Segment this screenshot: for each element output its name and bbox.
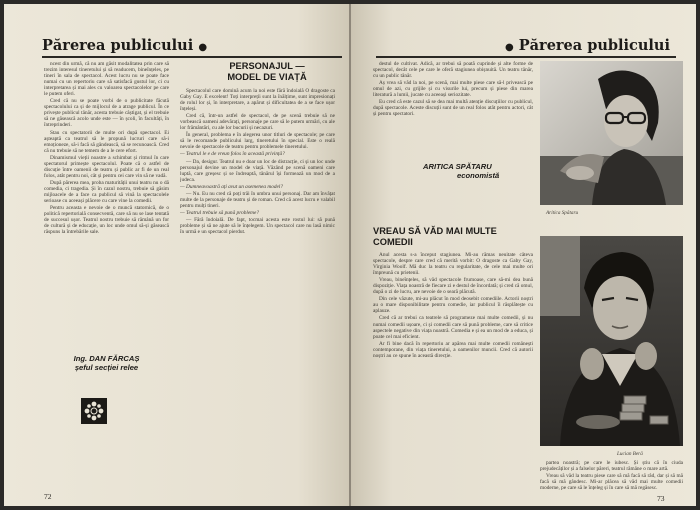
left-article-column-1 [44, 61, 169, 353]
left-page [4, 4, 349, 506]
paragraph: Din cele văzute, mi-au plăcut în mod deosebit comediile. Actorii noștri au o mare disponibilitate pentru comedie, iar publicul îi răsplătește cu aplauze. [373, 296, 533, 315]
paragraph: Cred că, într-un astfel de spectacol, de pe scenă trebuie să ne vorbească oameni adevărați, personaje pe care să le putem urmări, cu ale lor frământări, cu ale lor bucurii și necazuri. [180, 113, 335, 132]
paragraph: Aș vrea să văd la noi, pe scenă, mai multe piese care să-l privească pe omul de azi, cu grijile și cu visurile lui, precum și piese din marea literatură a lumii, jucate cu aceeași seriozitate. [373, 80, 533, 99]
signature-role: economistă [457, 171, 500, 180]
photo-caption: Lucian Beră [617, 451, 643, 457]
paragraph: ncest din urmă, că nu am găsit modalitatea prin care să trezim interesul tineretului și să readucem, bineînțeles, pe tineri în sala de spectacol. Acest lucru nu se poate face numai cu un repertoriu care să satisfacă gustul lor, ci cu interpretarea și mai ales cu valoarea spectacolelor pe care le putem oferi. [44, 61, 169, 98]
paragraph: Spectacolul care domină acum la noi este fără îndoială O dragoste ca Gaby Gay. E excelent! Toți interpreții sunt la înălțime, sunt impresionați de rolul lor și, în interpretare, a apărut și dificultatea de a se face ușor înțeleși. [180, 88, 335, 113]
signature-name: ARITICA SPĂTARU [423, 162, 492, 171]
left-header-rule [42, 56, 342, 58]
paragraph: Eu cred că este cazul să se dea mai multă atenție discuțiilor cu publicul, după spectacole. Aceste discuții sunt de un real folos atât pentru actori, cât și pentru spectatori. [373, 99, 533, 118]
signature-name: Ing. DAN FĂRCAȘ [73, 354, 140, 363]
paragraph: Ar fi bine dacă în repertoriu ar apărea mai multe comedii românești contemporane, din viața tineretului, a oamenilor muncii. Cred că autorii noștri au ce spune în această direcție. [373, 340, 533, 359]
paragraph: Vreau să văd la teatru piese care să mă facă să râd, dar și să mă facă să mă gândesc. Mi-ar plăcea să văd mai multe comedii moderne, pe care să le înțeleg și în care să mă regăsesc. [540, 473, 683, 492]
paragraph: — Fără îndoială. De fapt, tocmai acesta este rostul lui: să pună probleme și să ne ajute să le înțelegem. Un spectacol care nu lasă nimic în urmă e un spectacol pierdut. [180, 216, 335, 236]
left-article-title [202, 61, 332, 83]
right-header-rule [376, 56, 676, 58]
paragraph: Stau cu spectatorii de multe ori după spectacol. Ei așteaptă ca teatrul să le propună lucruri care să-i emoționeze, să-i facă să gândească, să se recunoască. Cred că nu trebuie să ne temem de a le cere efort. [44, 129, 169, 154]
right-article-title [373, 226, 538, 248]
paragraph: partea noastră; pe care le iubesc. Și știu că în ciuda prejudecăților și a falselor păreri, teatrul rămâne o mare artă. [540, 460, 683, 473]
right-article-intro-column [373, 61, 533, 158]
question: — Teatrul le e de vreun folos în această privință? [180, 151, 285, 158]
right-article-continued-column [540, 460, 683, 494]
portrait-photo-lucian-bera [540, 236, 683, 446]
right-page-header: ● Părerea publicului [504, 37, 670, 54]
paragraph: destul de cultivat. Adică, ar trebui să poată cuprinde și alte forme de spectacol, decât cele pe care le oferă stagiunea obișnuită. Un teatru tânăr, cu un public tânăr. [373, 61, 533, 80]
question: — Dumneavoastră ați avut un asemenea model? [180, 183, 283, 190]
decorative-emblem-icon [81, 398, 107, 424]
title-line-1: VREAU SĂ VĂD MAI MULTE [373, 226, 497, 236]
portrait-photo-aritica-spataru [540, 61, 683, 205]
title-line-1: PERSONAJUL — [229, 61, 305, 71]
right-article-column [373, 252, 533, 500]
paragraph: — Nu. Eu nu cred că poți trăi în umbra unui personaj. Dar am învățat multe de la personaje de teatru și de roman. Cred că acest lucru e valabil pentru mulți tineri. [180, 190, 335, 209]
question: — Teatrul trebuie să pună probleme? [180, 209, 260, 216]
photo-caption: Aritica Spătaru [546, 210, 579, 216]
left-signature [44, 354, 169, 372]
paragraph: Pentru aceasta e nevoie de o muncă statornică, de o politică repertorială consecventă, care să nu se lase tentată de succesul ușor. Teatrul nostru trebuie să rămână un for de cultură și de educație, un loc unde omul să-și găsească răspuns la întrebările sale. [44, 205, 169, 236]
left-page-number: 72 [44, 492, 52, 501]
paragraph: Dinamismul vieții noastre a schimbat și ritmul în care spectatorul primește spectacolul. Poate că o astfel de discuție între oamenii de teatru și public ar fi de un real folos, atât pentru noi, cât și pentru cei care vin să ne vadă. [44, 154, 169, 179]
paragraph: În general, problema e în alegerea unor titluri de spectacole; pe care să le recomande publicului larg, tineretului în special. Este o reală nevoie de spectacole de teatru pentru problemele tineretului. [180, 132, 335, 151]
right-page [351, 4, 696, 506]
paragraph: Cred că ar trebui ca teatrele să programeze mai multe comedii, și nu numai comedii ușoare, ci și comedii care să pună probleme, care să critice aspectele negative din viața noastră. Comedia e și ea un mod de a educa, și poate cel mai eficient. [373, 315, 533, 340]
paragraph: Vreau, bineînțeles, să văd spectacole frumoase, care să-mi dea bună dispoziție. Viața noastră de fiecare zi e destul de încordată; și cred că omul, după o zi de lucru, are nevoie de o seară plăcută. [373, 277, 533, 296]
left-article-column-2 [180, 88, 335, 500]
magazine-spread [4, 4, 696, 506]
paragraph: — Da, desigur. Teatrul nu e doar un loc de distracție, ci și un loc unde personajul devine un model de viață. Văzând pe scenă oameni care luptă, care greșesc și se îndreaptă, tânărul își formează un mod de a judeca. [180, 158, 335, 183]
right-page-number: 73 [657, 494, 665, 503]
paragraph: După părerea mea, proba maturității unui teatru nu o dă comedia, ci tragedia. Și în cazul nostru, trebuie să găsim mijloacele de a face ca publicul să vină la spectacolele serioase cu aceeași plăcere cu care vine la comedii. [44, 179, 169, 205]
paragraph: Cred că nu se poate vorbi de o publicitate făcută spectacolului ca și de mijlocul de a atrage publicul. În ce privește publicul tânăr, acesta trebuie câștigat, și el trebuie să ne găsească acolo unde este — în școli, în facultăți, în întreprinderi. [44, 98, 169, 129]
title-line-2: COMEDII [373, 237, 413, 247]
left-page-header: Părerea publicului ● [42, 37, 208, 54]
title-line-2: MODEL DE VIAȚĂ [227, 72, 307, 82]
paragraph: Anul acesta s-a început stagiunea. Mi-au rămas neuitate câteva spectacole, despre care cred că merită vorbit: O dragoste ca Gaby Gay, Virginia Woolf. Mă duc la teatru cu regularitate, de cele mai multe ori împreună cu prietenii. [373, 252, 533, 277]
signature-role: șeful secției relee [74, 363, 139, 372]
